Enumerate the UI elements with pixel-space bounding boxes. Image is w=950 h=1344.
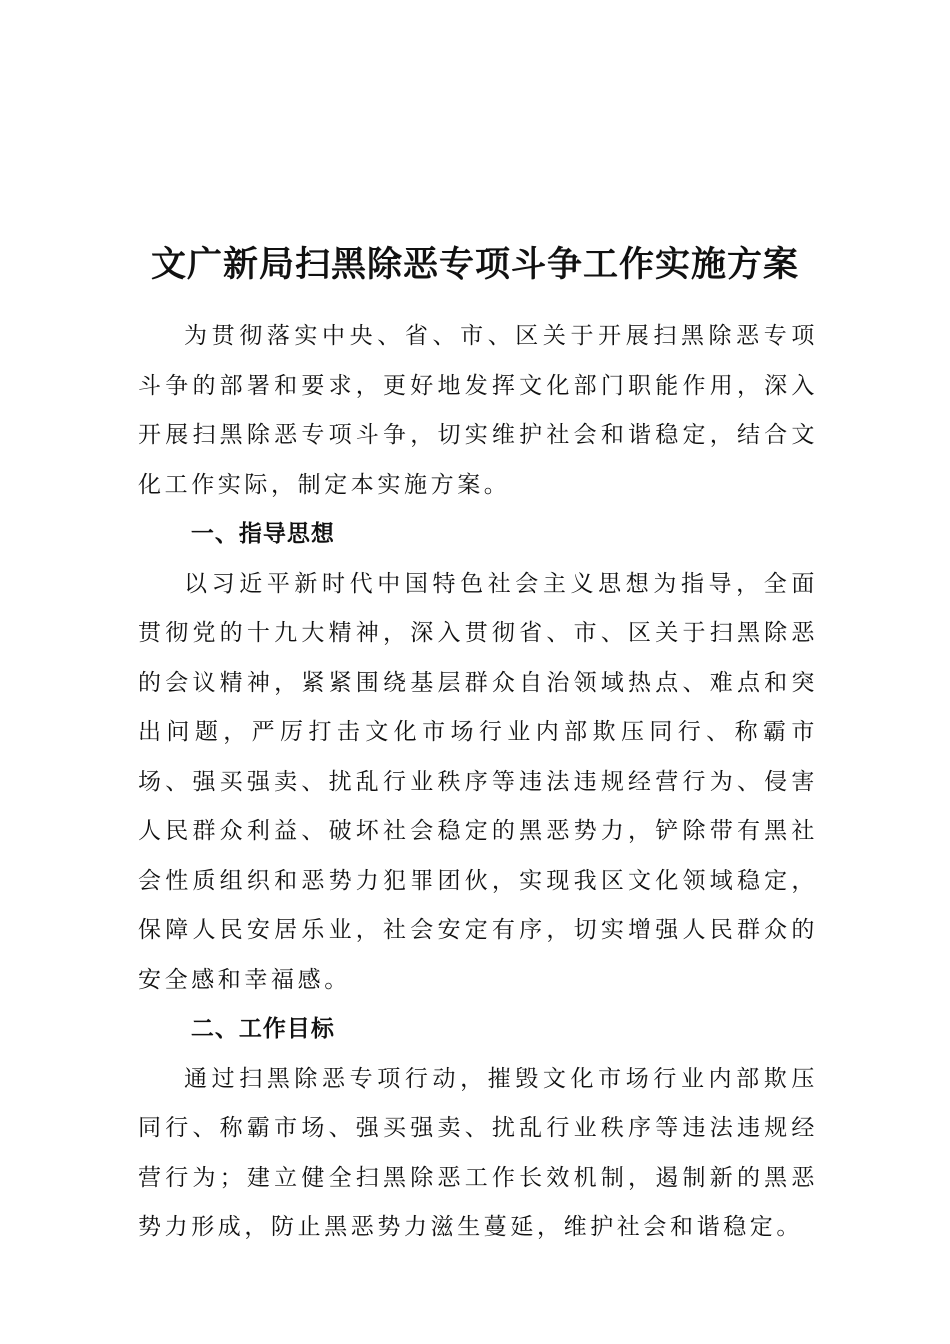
intro-paragraph: 为贯彻落实中央、省、市、区关于开展扫黑除恶专项斗争的部署和要求，更好地发挥文化部门职能作用，深入开展扫黑除恶专项斗争，切实维护社会和谐稳定，结合文化工作实际，制定本实施方案。 [138, 323, 818, 498]
section-heading-guiding-ideology: 一、指导思想 [190, 521, 335, 547]
section-heading-work-goals: 二、工作目标 [190, 1016, 335, 1042]
document-body [138, 312, 818, 1253]
document-title: 文广新局扫黑除恶专项斗争工作实施方案 [150, 244, 799, 285]
section-body-work-goals: 通过扫黑除恶专项行动，摧毁文化市场行业内部欺压同行、称霸市场、强买强卖、扰乱行业秩序等违法违规经营行为；建立健全扫黑除恶工作长效机制，遏制新的黑恶势力形成，防止黑恶势力滋生蔓延，维护社会和谐稳定。 [138, 1065, 818, 1240]
section-body-guiding-ideology: 以习近平新时代中国特色社会主义思想为指导，全面贯彻党的十九大精神，深入贯彻省、市、区关于扫黑除恶的会议精神，紧紧围绕基层群众自治领域热点、难点和突出问题，严厉打击文化市场行业内部欺压同行、称霸市场、强买强卖、扰乱行业秩序等违法违规经营行为、侵害人民群众利益、破坏社会稳定的黑恶势力，铲除带有黑社会性质组织和恶势力犯罪团伙，实现我区文化领域稳定，保障人民安居乐业，社会安定有序，切实增强人民群众的安全感和幸福感。 [138, 570, 818, 993]
